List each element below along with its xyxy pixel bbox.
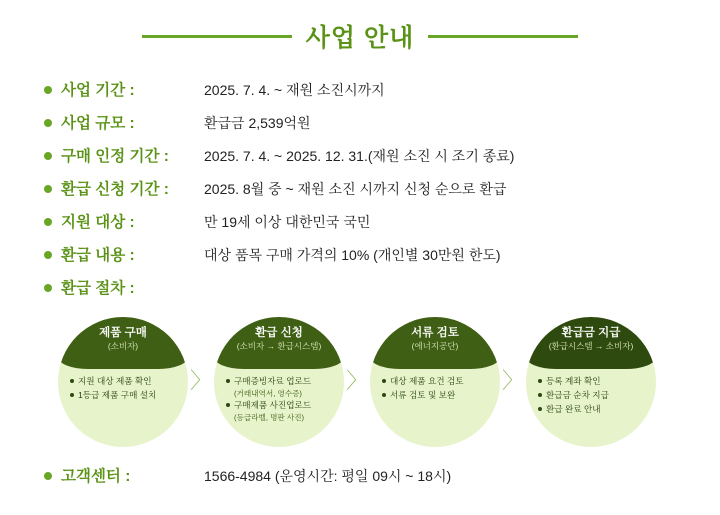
list-item xyxy=(44,210,720,232)
list-item xyxy=(44,276,720,298)
flow-step-4 xyxy=(526,317,656,447)
page-title: 사업 안내 xyxy=(305,24,415,52)
info-label-text: 고객센터 : xyxy=(61,468,131,485)
bullet-icon xyxy=(44,284,52,292)
list-item xyxy=(44,177,720,199)
flow-step-2 xyxy=(214,317,344,447)
info-label xyxy=(44,210,204,232)
bullet-icon xyxy=(44,472,52,480)
list-item xyxy=(44,111,720,133)
list-item xyxy=(538,389,646,401)
bullet-icon xyxy=(44,86,52,94)
info-value: 만 19세 이상 대한민국 국민 xyxy=(204,214,371,230)
info-list xyxy=(0,78,720,298)
flow-step-1 xyxy=(58,317,188,447)
info-label xyxy=(44,111,204,133)
flow-arrow-icon: 〉 xyxy=(345,368,368,394)
flow-item-text: 등록 계좌 확인 xyxy=(546,375,601,386)
info-label xyxy=(44,144,204,166)
flow-step-title: 환급 신청 xyxy=(255,326,303,339)
flow-step-header xyxy=(526,317,656,369)
bullet-icon xyxy=(44,119,52,127)
info-label-text: 환급 내용 : xyxy=(61,247,135,264)
flow-step-body xyxy=(538,375,646,441)
bullet-icon xyxy=(44,218,52,226)
list-item xyxy=(44,243,720,265)
info-label xyxy=(44,243,204,265)
bullet-icon xyxy=(538,393,542,397)
refund-process-flow xyxy=(0,309,720,454)
page-header xyxy=(0,18,720,54)
flow-step-subtitle: (에너지공단) xyxy=(411,341,459,352)
flow-step-title: 서류 검토 xyxy=(411,326,459,339)
customer-center-section xyxy=(0,464,720,486)
bullet-icon xyxy=(538,379,542,383)
list-item xyxy=(44,144,720,166)
flow-item-text: 환급금 순차 지급 xyxy=(546,389,609,400)
bullet-icon xyxy=(70,393,74,397)
bullet-icon xyxy=(382,379,386,383)
flow-step-title: 환급금 지급 xyxy=(561,326,621,339)
flow-step-body xyxy=(226,375,334,441)
list-item xyxy=(44,464,720,486)
list-item xyxy=(70,389,178,401)
flow-step-body xyxy=(70,375,178,441)
info-label-text: 지원 대상 : xyxy=(61,214,135,231)
list-item xyxy=(538,403,646,415)
flow-item-text: 1등급 제품 구매 설치 xyxy=(78,389,157,400)
info-label-text: 환급 신청 기간 : xyxy=(61,181,169,198)
info-value: 2025. 7. 4. ~ 재원 소진시까지 xyxy=(204,82,385,98)
flow-item-text: 서류 검토 및 보완 xyxy=(390,389,456,400)
flow-step-subtitle: (환급시스템 → 소비자) xyxy=(548,341,634,352)
flow-step-header xyxy=(214,317,344,369)
info-value: 2025. 7. 4. ~ 2025. 12. 31.(재원 소진 시 조기 종료) xyxy=(204,148,515,164)
flow-item-subtext: (등급라벨, 명판 사진) xyxy=(234,413,305,423)
flow-arrow-icon: 〉 xyxy=(189,368,212,394)
info-label-text: 사업 기간 : xyxy=(61,82,135,99)
flow-step-header xyxy=(58,317,188,369)
flow-arrow-icon: 〉 xyxy=(501,368,524,394)
bullet-icon xyxy=(538,407,542,411)
info-value: 2025. 8월 중 ~ 재원 소진 시까지 신청 순으로 환급 xyxy=(204,181,507,197)
flow-step-subtitle: (소비자) xyxy=(107,341,139,352)
header-rule-left xyxy=(142,35,292,38)
flow-step-title: 제품 구매 xyxy=(99,326,147,339)
info-label xyxy=(44,464,204,486)
flow-item-text: 구매제품 사진업로드 xyxy=(234,399,312,410)
list-item xyxy=(538,375,646,387)
customer-center-phone: 1566-4984 (운영시간: 평일 09시 ~ 18시) xyxy=(204,468,452,484)
list-item xyxy=(226,399,334,411)
flow-step-3 xyxy=(370,317,500,447)
info-label-text: 환급 절차 : xyxy=(61,280,135,297)
flow-item-text: 대상 제품 요건 검토 xyxy=(390,375,464,386)
bullet-icon xyxy=(44,152,52,160)
flow-step-body xyxy=(382,375,490,441)
header-rule-right xyxy=(428,35,578,38)
list-item xyxy=(70,375,178,387)
list-item xyxy=(226,375,334,387)
flow-item-text: 지원 대상 제품 확인 xyxy=(78,375,152,386)
flow-step-subtitle: (소비자 → 환급시스템) xyxy=(236,341,322,352)
flow-item-text: 환급 완료 안내 xyxy=(546,404,601,415)
info-label xyxy=(44,276,204,298)
flow-item-subtext: (거래내역서, 영수증) xyxy=(234,388,302,398)
bullet-icon xyxy=(382,393,386,397)
info-value: 환급금 2,539억원 xyxy=(204,115,311,131)
flow-item-text: 구매증빙자료 업로드 xyxy=(234,375,312,386)
bullet-icon xyxy=(226,379,230,383)
list-item xyxy=(382,389,490,401)
info-label-text: 구매 인정 기간 : xyxy=(61,148,169,165)
list-item xyxy=(382,375,490,387)
info-value: 대상 품목 구매 가격의 10% (개인별 30만원 한도) xyxy=(204,247,501,263)
flow-step-header xyxy=(370,317,500,369)
info-label xyxy=(44,177,204,199)
bullet-icon xyxy=(44,185,52,193)
info-label-text: 사업 규모 : xyxy=(61,115,135,132)
bullet-icon xyxy=(70,379,74,383)
list-item xyxy=(44,78,720,100)
bullet-icon xyxy=(44,251,52,259)
bullet-icon xyxy=(226,403,230,407)
info-label xyxy=(44,78,204,100)
